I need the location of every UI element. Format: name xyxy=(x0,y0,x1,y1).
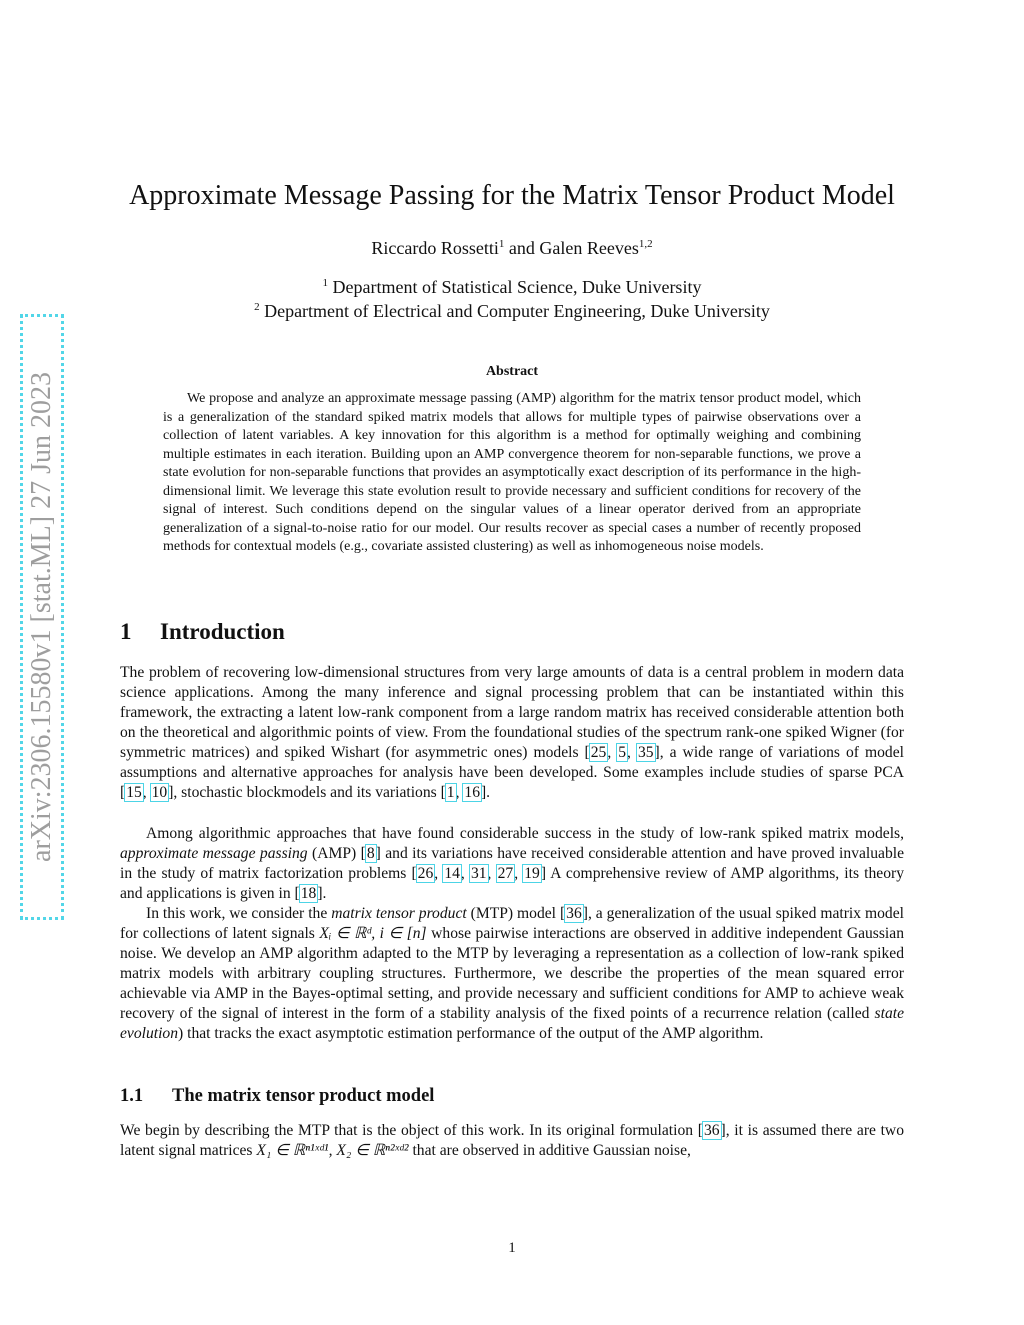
citation-link[interactable]: 18 xyxy=(300,885,317,902)
text-run: whose pairwise interactions are observed in additive independent Gaussian noise. We develop an AMP algorithm adapted to the MTP by leveraging a representation as a collection of low-rank spiked matrix models with arbitrary coupling structures. Furthermore, we describe the properties of the mean squared error achievable via AMP in the Bayes-optimal setting, and provide necessary and sufficient conditions for AMP to achieve weak recovery of the signal of interest in the form of a stability analysis of the fixed points of a recurrence relation (called xyxy=(120,925,904,1022)
text-run: Among algorithmic approaches that have found considerable success in the study of low-rank spiked matrix models, xyxy=(146,825,904,842)
author-2-affil: 1,2 xyxy=(638,238,653,250)
text-run: We begin by describing the MTP that is the object of this work. In its original formulation [ xyxy=(120,1122,703,1139)
citation-link[interactable]: 26 xyxy=(417,865,434,882)
arxiv-stamp[interactable] xyxy=(20,314,64,920)
subsection-title: The matrix tensor product model xyxy=(172,1086,435,1106)
affiliation-2-mark: 2 xyxy=(254,301,260,313)
citation-link[interactable]: 1 xyxy=(446,784,455,801)
text-run: , xyxy=(487,865,497,882)
citation-link[interactable]: 31 xyxy=(470,865,487,882)
citation-link[interactable]: 16 xyxy=(464,784,480,801)
affiliation-2-text: Department of Electrical and Computer Engineering, Duke University xyxy=(259,301,770,321)
citation-link[interactable]: 10 xyxy=(151,784,168,801)
intro-paragraph-3 xyxy=(120,904,904,1044)
section-heading-introduction xyxy=(120,619,285,645)
text-run: ]. xyxy=(317,885,327,902)
citation-link[interactable]: 8 xyxy=(366,845,375,862)
abstract-heading: Abstract xyxy=(485,364,539,379)
text-run: ], stochastic blockmodels and its variations [ xyxy=(168,784,446,801)
citation-link[interactable]: 19 xyxy=(524,865,540,882)
text-run: , xyxy=(434,865,444,882)
text-run: ], a wide range of variations of model assumptions and alternative approaches for analysis have been developed. Some examples include studies of sparse PCA [ xyxy=(120,744,904,801)
citation-link[interactable]: 27 xyxy=(497,865,514,882)
math-inline: Xᵢ ∈ ℝᵈ, i ∈ [n] xyxy=(319,925,427,942)
text-run: ] A comprehensive review of AMP algorithms, its theory and applications is given in [ xyxy=(120,865,905,902)
abstract-text: We propose and analyze an approximate message passing (AMP) algorithm for the matrix tensor product model, which is a generalization of the standard spiked matrix models that allows for multiple types of pairwise observations over a collection of latent variables. A key innovation for this algorithm is a method for optimally weighing and combining multiple estimates in each iteration. Building upon an AMP convergence theorem for non-separable functions, we prove a state evolution for non-separable functions that provides an asymptotically exact description of its performance in the high-dimensional limit. We leverage this state evolution result to provide necessary and sufficient conditions for recovery of the signal of interest. Such conditions depend on the singular values of a linear operator derived from an appropriate generalization of a signal-to-noise ratio for our model. Our results recover as special cases a number of recently proposed methods for contextual models (e.g., covariate assisted clustering) as well as inhomogeneous noise models. xyxy=(163,391,861,554)
citation-link[interactable]: 5 xyxy=(618,744,627,761)
intro-paragraph-2 xyxy=(120,824,904,904)
citation-link[interactable]: 36 xyxy=(566,905,582,922)
text-run: (AMP) [ xyxy=(307,845,366,862)
text-run: (MTP) model [ xyxy=(466,905,566,922)
subsection-paragraph-1 xyxy=(120,1121,904,1161)
text-run: ]. xyxy=(480,784,491,801)
emphasis-text: state evolution xyxy=(120,1005,904,1042)
authors xyxy=(0,236,1024,260)
text-run: , xyxy=(455,784,464,801)
subsection-number: 1.1 xyxy=(120,1086,144,1106)
text-run: , xyxy=(627,744,637,761)
citation-link[interactable]: 35 xyxy=(637,744,654,761)
author-1-affil: 1 xyxy=(498,238,505,250)
text-run: ] and its variations have received considerable attention and have proved invaluable in the study of matrix factorization problems [ xyxy=(120,845,905,882)
affiliation-2 xyxy=(0,299,1024,323)
subsection-heading xyxy=(120,1086,434,1107)
citation-link[interactable]: 36 xyxy=(703,1122,720,1139)
section-number: 1 xyxy=(120,619,132,644)
affiliation-1-text: Department of Statistical Science, Duke University xyxy=(328,277,702,297)
page-number: 1 xyxy=(508,1240,516,1256)
author-1: Riccardo Rossetti xyxy=(371,238,499,258)
emphasis-text: approximate message passing xyxy=(120,845,308,862)
affiliation-1 xyxy=(0,275,1024,299)
text-run: , xyxy=(607,744,618,761)
emphasis-text: matrix tensor product xyxy=(331,905,467,922)
section-title: Introduction xyxy=(160,619,285,644)
math-inline: X₁ ∈ ℝⁿ¹ˣᵈ¹, X₂ ∈ ℝⁿ²ˣᵈ² xyxy=(256,1142,409,1159)
text-run: ], it is assumed there are two latent signal matrices xyxy=(120,1122,904,1159)
author-and: and xyxy=(504,238,540,258)
text-run: that are observed in additive Gaussian noise, xyxy=(408,1142,691,1159)
text-run: , xyxy=(142,784,151,801)
citation-link[interactable]: 15 xyxy=(126,784,142,801)
arxiv-stamp-text: arXiv:2306.15580v1 [stat.ML] 27 Jun 2023 xyxy=(26,372,57,862)
paper-title: Approximate Message Passing for the Matrix Tensor Product Model xyxy=(129,180,895,211)
citation-link[interactable]: 25 xyxy=(590,744,607,761)
text-run: ) that tracks the exact asymptotic estimation performance of the output of the AMP algorithm. xyxy=(178,1025,764,1042)
intro-paragraph-1 xyxy=(120,663,904,803)
text-run: The problem of recovering low-dimensional structures from very large amounts of data is a central problem in modern data science applications. Among the many inference and signal processing problem that can be instantiated within this framework, the extracting a latent low-rank component from a large random matrix has received considerable attention both on the theoretical and algorithmic points of view. From the foundational studies of the spectrum rank-one spiked Wigner (for symmetric matrices) and spiked Wishart (for asymmetric ones) models [ xyxy=(120,664,904,761)
author-2: Galen Reeves xyxy=(539,238,639,258)
text-run: In this work, we consider the xyxy=(146,905,332,922)
text-run: , xyxy=(514,865,524,882)
citation-link[interactable]: 14 xyxy=(444,865,460,882)
text-run: ], a generalization of the usual spiked matrix model for collections of latent signals xyxy=(120,905,904,942)
text-run: , xyxy=(460,865,470,882)
affiliation-1-mark: 1 xyxy=(322,277,329,289)
